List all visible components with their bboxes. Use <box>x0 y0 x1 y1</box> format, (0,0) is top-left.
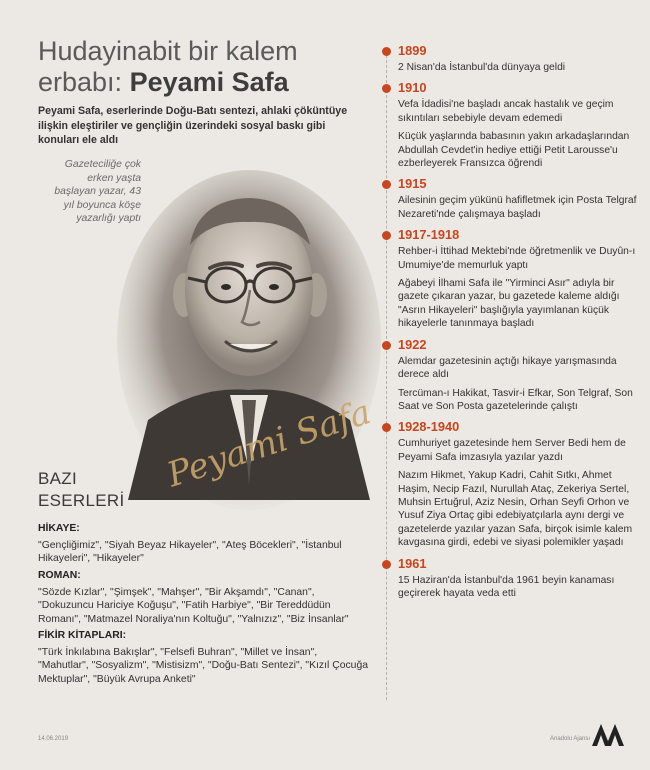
aside-note: Gazeteciliğe çok erken yaşta başlayan yazar, 43 yıl boyunca köşe yazarlığı yaptı <box>54 159 141 225</box>
timeline-text: Vefa İdadisi'ne başladı ancak hastalık ve geçim sıkıntıları sebebiyle devam edemedi <box>398 99 614 124</box>
footer-agency: Anadolu Ajansı <box>550 736 591 742</box>
timeline-dot-icon <box>382 180 391 189</box>
works-heading-line1: BAZI <box>38 469 77 488</box>
works-category-items: "Gençliğimiz", "Siyah Beyaz Hikayeler", "Ateş Böcekleri", "İstanbul Hikayeleri", "Hikayeler" <box>38 540 342 565</box>
timeline-dot-icon <box>382 560 391 569</box>
timeline-item <box>378 419 640 549</box>
timeline-dot-icon <box>382 341 391 350</box>
lede-text: Peyami Safa, eserlerinde Doğu-Batı sentezi, ahlaki çöküntüye ilişkin eleştiriler ve gençliğin üzerindeki sosyal baskı gibi konuları ele aldı <box>38 105 348 147</box>
timeline-item <box>378 176 640 221</box>
works-category-items: "Sözde Kızlar", "Şimşek", "Mahşer", "Bir Akşamdı", "Canan", "Dokuzuncu Hariciye Koğuşu", "Fatih Harbiye", "Bir Tereddüdün Romanı", "Matmazel Noraliya'nın Koltuğu", "Yalnızız", "Biz İnsanlar" <box>38 586 349 625</box>
page-title <box>38 36 358 98</box>
timeline-year: 1922 <box>398 336 427 352</box>
works-heading <box>38 468 125 512</box>
works-category-label: HİKAYE: <box>38 523 80 534</box>
works-category-items: "Türk İnkılabına Bakışlar", "Felsefi Buhran", "Millet ve İnsan", "Mahutlar", "Sosyalizm", "Mistisizm", "Doğu-Batı Sentezi", "Kızıl Çocuğa Mektuplar", "Büyük Avrupa Anketi" <box>38 647 369 685</box>
timeline-text: 2 Nisan'da İstanbul'da dünyaya geldi <box>398 62 566 73</box>
signature-text: Peyami Safa <box>162 392 376 496</box>
works-category-label: FİKİR KİTAPLARI: <box>38 630 127 642</box>
timeline-item <box>378 43 640 74</box>
timeline <box>378 43 640 606</box>
timeline-text: Küçük yaşlarında babasının yakın arkadaşlarından Abdullah Cevdet'in hediye ettiği Petit Larousse'u ezberleyerek Fransızca öğrendi <box>398 131 630 170</box>
timeline-dot-icon <box>382 47 391 56</box>
timeline-dot-icon <box>382 84 391 93</box>
timeline-text: Alemdar gazetesinin açtığı hikaye yarışmasında derece aldı <box>398 355 617 381</box>
works-list <box>38 523 368 690</box>
timeline-item <box>378 227 640 330</box>
timeline-text: 15 Haziran'da İstanbul'da 1961 beyin kanaması geçirerek hayata veda etti <box>398 574 615 599</box>
title-bold: Peyami Safa <box>129 67 289 97</box>
timeline-dot-icon <box>382 231 391 240</box>
timeline-year: 1910 <box>398 80 427 96</box>
timeline-text: Tercüman-ı Hakikat, Tasvir-i Efkar, Son Telgraf, Son Saat ve Son Posta gazetelerinde çalıştı <box>398 387 633 412</box>
timeline-item <box>378 80 640 170</box>
works-category-label: ROMAN: <box>38 569 81 581</box>
timeline-year: 1928-1940 <box>398 419 460 435</box>
footer-date: 14.06.2019 <box>38 736 69 742</box>
timeline-year: 1899 <box>398 43 427 58</box>
timeline-year: 1915 <box>398 176 427 192</box>
timeline-year: 1961 <box>398 555 427 571</box>
agency-logo-icon <box>590 722 626 748</box>
signature-image <box>152 392 376 496</box>
timeline-text: Ağabeyi İlhami Safa ile "Yirminci Asır" adıyla bir gazete çıkaran yazar, bu gazetede kaleme aldığı "Asrın Hikayeleri" başlığıyla yayımlanan küçük hikayelerle tanınmaya başladı <box>398 278 620 330</box>
timeline-dot-icon <box>382 423 391 432</box>
works-heading-line2: ESERLERİ <box>38 491 125 510</box>
timeline-text: Ailesinin geçim yükünü hafifletmek için Posta Telgraf Nezareti'nde çalışmaya başladı <box>398 195 637 220</box>
timeline-item <box>378 337 640 414</box>
title-light: Hudayinabit bir kalem erbabı: <box>38 36 298 97</box>
timeline-text: Cumhuriyet gazetesinde hem Server Bedi hem de Peyami Safa imzasıyla yazılar yazdı <box>398 438 626 463</box>
timeline-year: 1917-1918 <box>398 227 460 243</box>
timeline-text: Nazım Hikmet, Yakup Kadri, Cahit Sıtkı, Ahmet Haşim, Necip Fazıl, Nurullah Ataç, Zekeriya Sertel, Muhsin Ertuğrul, Aziz Nesin, Orhan Seyfi Orhon ve Yusuf Ziya Ortaç gibi edebiyatçılarla aynı dergi ve gazetelerde yazılar yazan Safa, birçok isimle kalem kavgasına girdi, edebi ve siyasi polemikler yaşadı <box>398 470 633 549</box>
timeline-item <box>378 556 640 601</box>
timeline-text: Rehber-i İttihad Mektebi'nde öğretmenlik ve Duyûn-ı Umumiye'de memurluk yaptı <box>398 246 636 271</box>
